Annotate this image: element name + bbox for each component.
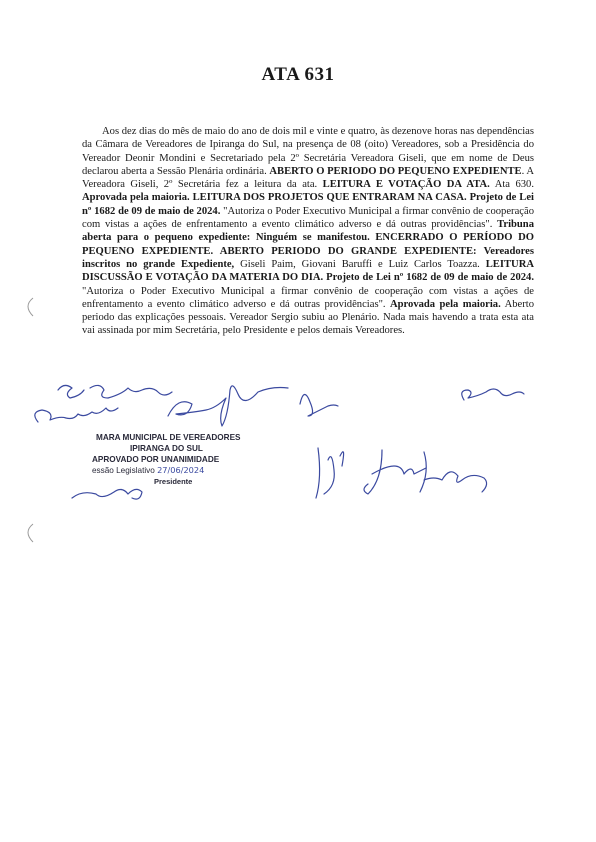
- stamp-session-label: essão Legislativo: [92, 466, 155, 475]
- stamp-approval: APROVADO POR UNANIMIDADE: [92, 455, 220, 464]
- scan-mark: [22, 522, 36, 544]
- bold-text-segment: Tribuna aberta para o pequeno expediente: Ninguém se manifestou. ENCERRADO O PERÍODO DO PEQUENO EXPEDIENTE. ABERTO PERIODO DO GRANDE EXPEDIENTE: Vereadores inscritos no grande Expediente,: [82, 219, 534, 270]
- signature-6: [316, 448, 344, 498]
- text-segment: Aos dez dias do mês de maio do ano de dois mil e vinte e quatro, às dezenove horas nas dependências da Câmara de Vereadores de Ipiranga do Sul, na presença de 08 (oito) Vereadores, sob a Presidência do Vereador Deonir Mondini e Secretariado pela 2º Secretária Vereadora Giseli, que em nome de Deus declarou aberta a Sessão Plenária ordinária.: [82, 126, 534, 177]
- stamp-municipality: IPIRANGA DO SUL: [130, 444, 203, 453]
- signature-4: [300, 394, 338, 416]
- signature-2: [35, 408, 118, 422]
- text-segment: Aberto periodo das explicações pessoais. Vereador Sergio subiu ao Plenário. Nada mais havendo a trata esta ata vai assinada por mim Secretária, pelo Presidente e pelos demais Vereadores.: [82, 298, 534, 337]
- text-segment: Giseli Paim, Giovani Baruffi e Luiz Carlos Toazza.: [234, 258, 486, 270]
- document-title: ATA 631: [261, 64, 335, 85]
- approval-stamp: [92, 432, 282, 487]
- signature-8: [420, 452, 487, 492]
- text-segment: "Autoriza o Poder Executivo Municipal a firmar convênio de cooperação com vistas a ações de enfrentamento a evento climático adverso e dá outras providências".: [82, 285, 534, 310]
- stamp-session-date: 27/06/2024: [157, 465, 205, 475]
- bold-text-segment: ABERTO O PERIODO DO PEQUENO EXPEDIENTE: [269, 165, 522, 177]
- minutes-body: [82, 125, 534, 338]
- signature-3: [168, 386, 288, 426]
- text-segment: Ata 630.: [489, 179, 534, 191]
- stamp-president-label: Presidente: [154, 477, 193, 486]
- bold-text-segment: LEITURA DISCUSSÃO E VOTAÇÃO DA MATERIA DO DIA. Projeto de Lei nº 1682 de 09 de maio de 2024.: [82, 258, 534, 284]
- bold-text-segment: Aprovada pela maioria.: [389, 298, 501, 310]
- signatures-area: [0, 370, 596, 530]
- scan-mark: [22, 296, 36, 318]
- text-segment: "Autoriza o Poder Executivo Municipal a firmar convênio de cooperação com vistas a ações de enfrentamento a evento climático adverso e dá outras providências".: [82, 205, 534, 231]
- signature-9: [72, 489, 142, 499]
- bold-text-segment: Aprovada pela maioria. LEITURA DOS PROJETOS QUE ENTRARAM NA CASA. Projeto de Lei nº 1682 de 09 de maio de 2024.: [82, 192, 534, 217]
- signature-7: [364, 450, 426, 494]
- signature-1: [58, 385, 172, 398]
- stamp-chamber-name: MARA MUNICIPAL DE VEREADORES: [96, 433, 241, 442]
- stamp-session: [92, 465, 282, 476]
- bold-text-segment: LEITURA E VOTAÇÃO DA ATA.: [322, 179, 490, 191]
- text-segment: . A Vereadora Giseli, 2º Secretária fez a leitura da ata.: [82, 165, 534, 191]
- signature-5: [462, 389, 524, 400]
- minutes-paragraph: [82, 125, 534, 338]
